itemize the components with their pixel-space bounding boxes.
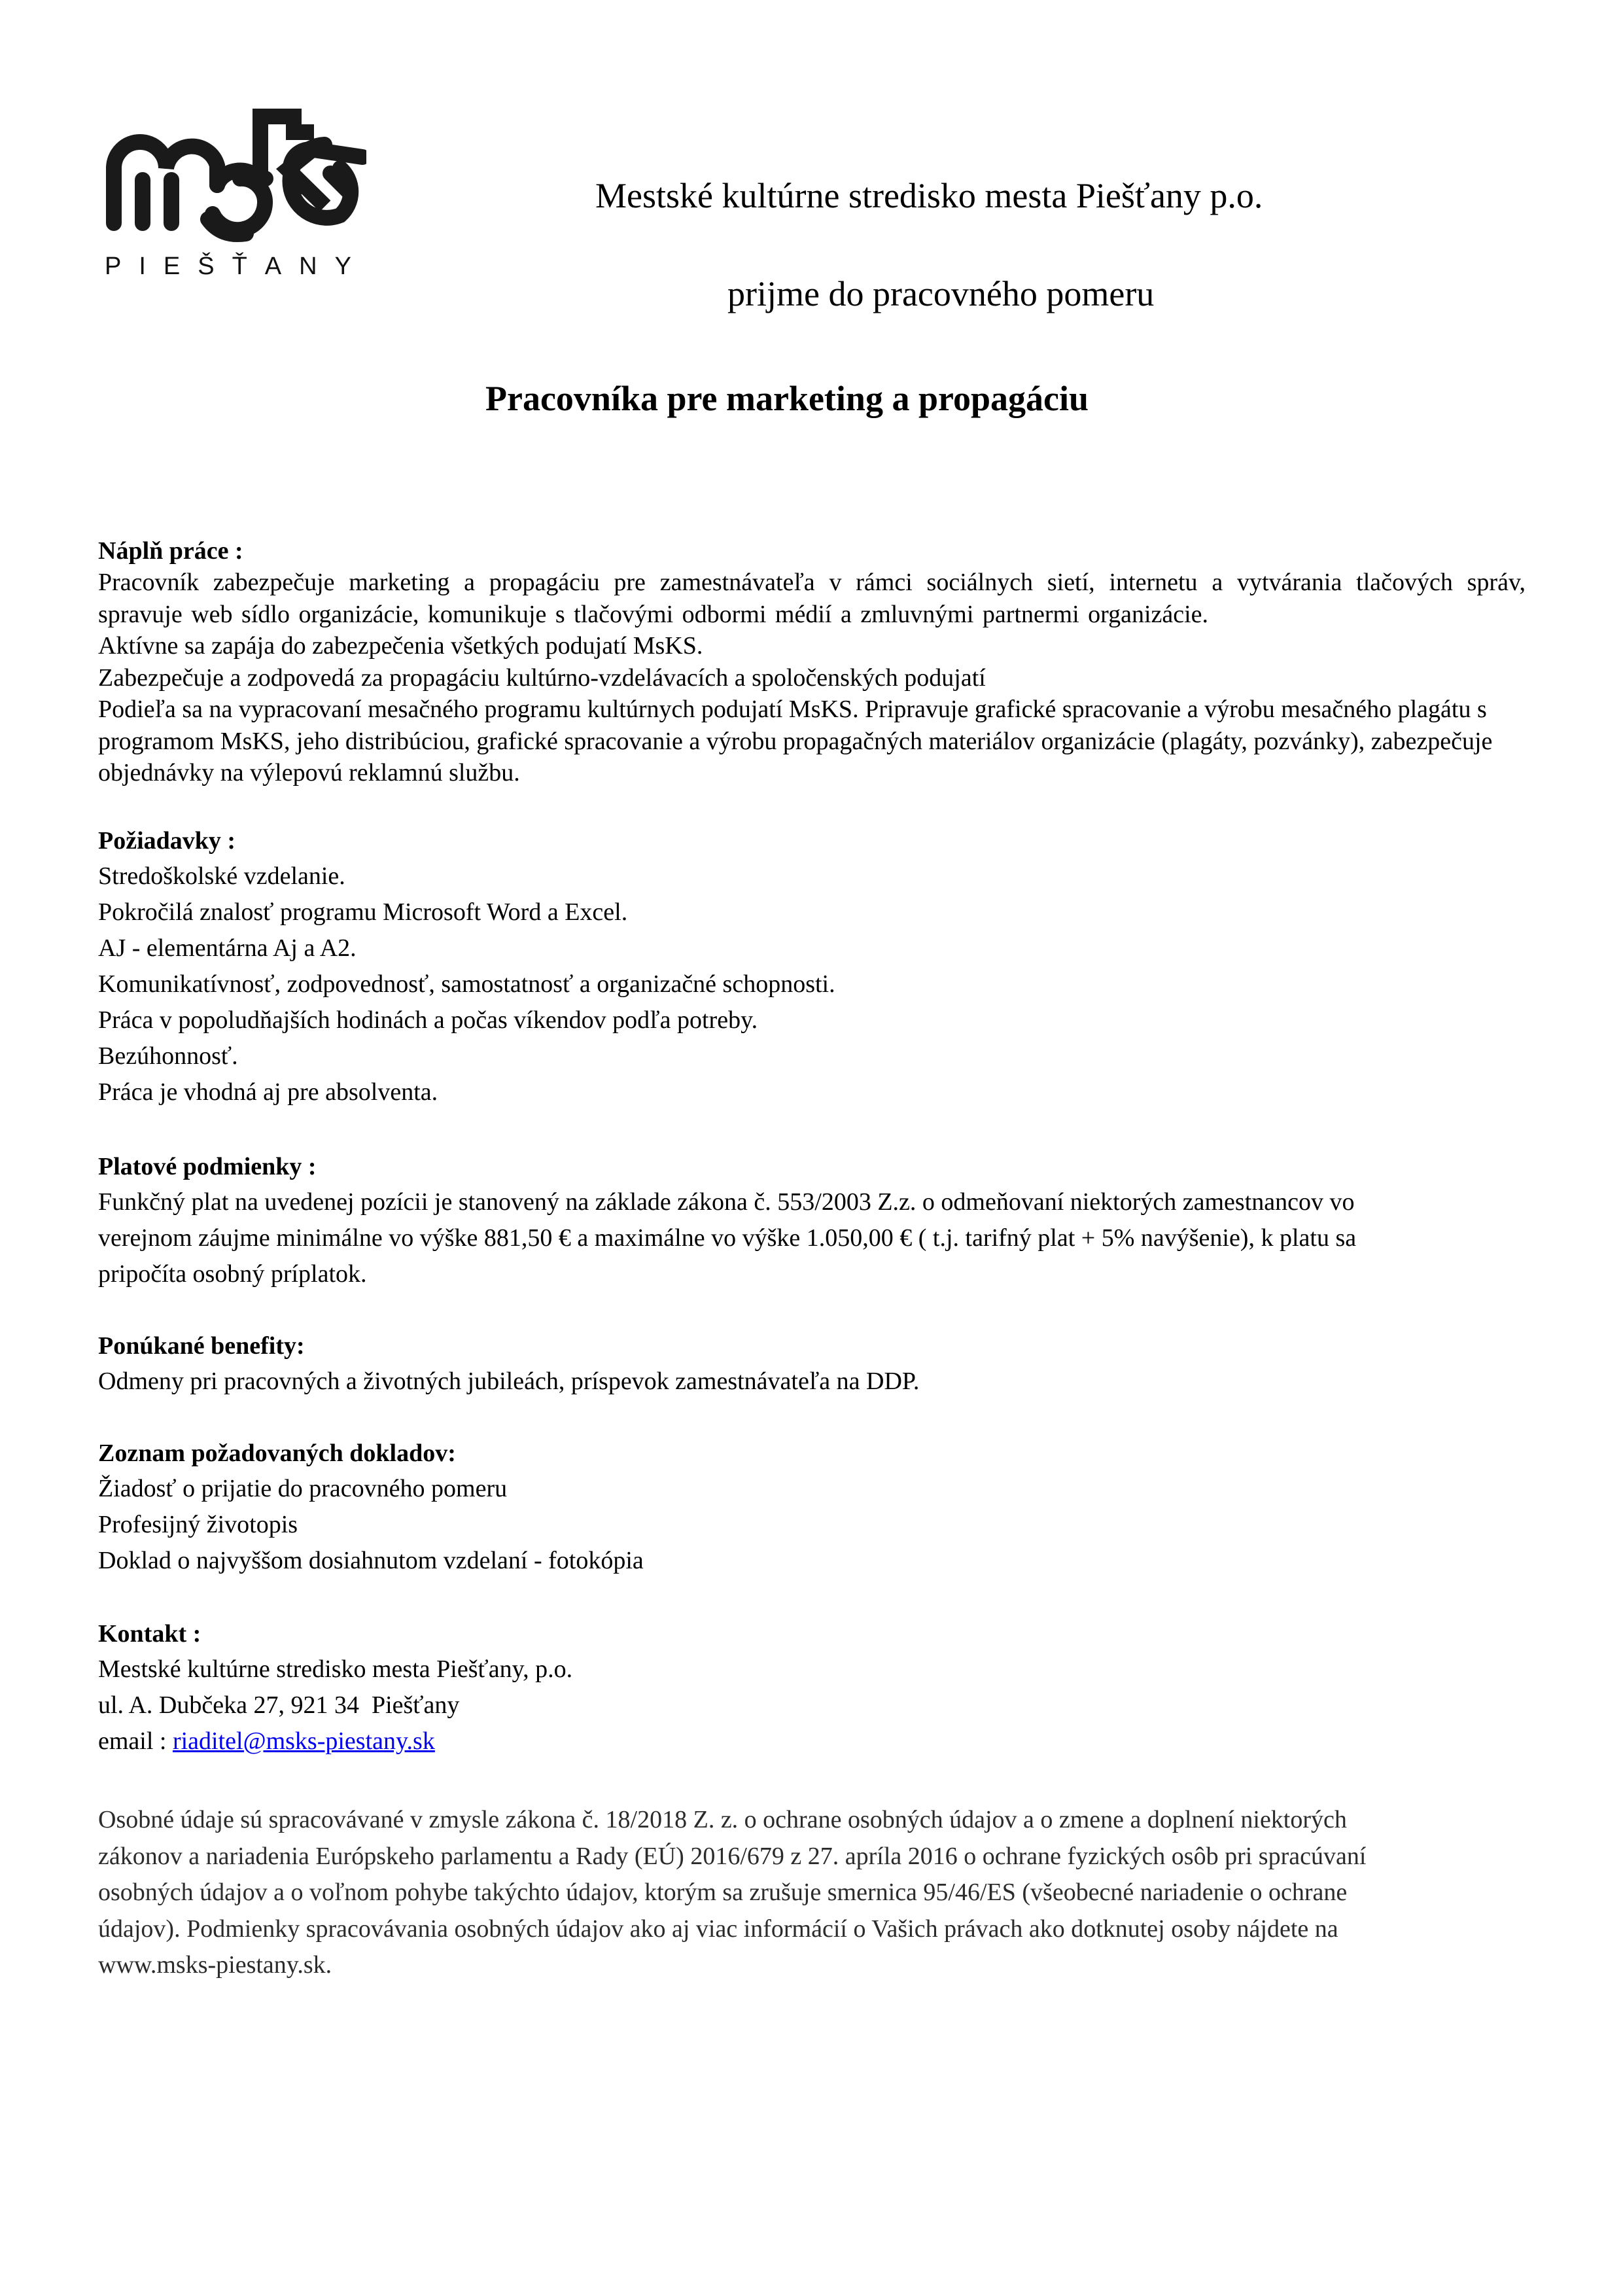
benefits-text: Odmeny pri pracovných a životných jubileách, príspevok zamestnávateľa na DDP. [98,1368,920,1395]
salary-line: pripočíta osobný príplatok. [98,1260,367,1288]
duties-paragraph-2: Podieľa sa na vypracovaní mesačného programu kultúrnych podujatí MsKS. Pripravuje grafické spracovanie a výrobu mesačného plagátu s programom MsKS, jeho distribúciou, grafické spracovanie a výrobu propagačných materiálov organizácie (plagáty, pozvánky), zabezpečuje objednávky na výlepovú reklamnú službu. [98,696,1493,786]
contact-address: ul. A. Dubčeka 27, 921 34 Piešťany [98,1691,460,1719]
section-documents [98,1436,1526,1579]
document-item: Žiadosť o prijatie do pracovného pomeru [98,1475,508,1502]
email-link[interactable]: riaditel@msks-piestany.sk [172,1727,435,1755]
section-salary [98,1149,1526,1292]
duties-heading: Náplň práce : [98,537,243,565]
requirement-item: Pokročilá znalosť programu Microsoft Word a Excel. [98,898,628,926]
contact-organization: Mestské kultúrne stredisko mesta Piešťany, p.o. [98,1655,573,1683]
privacy-line: www.msks-piestany.sk. [98,1951,332,1979]
duties-line: Zabezpečuje a zodpovedá za propagáciu kultúrno-vzdelávacích a spoločenských podujatí [98,663,986,692]
privacy-notice [98,1802,1526,1984]
requirement-item: Práca je vhodná aj pre absolventa. [98,1078,438,1106]
privacy-line: osobných údajov a o voľnom pohybe takýchto údajov, ktorým sa zrušuje smernica 95/46/ES (všeobecné nariadenie o ochrane [98,1879,1348,1906]
document-item: Profesijný životopis [98,1511,298,1538]
contact-heading: Kontakt : [98,1620,201,1648]
requirements-heading: Požiadavky : [98,827,236,855]
position-title: Pracovníka pre marketing a propagáciu [485,379,1089,418]
requirement-item: Komunikatívnosť, zodpovednosť, samostatnosť a organizačné schopnosti. [98,970,835,998]
section-duties [98,535,1526,789]
documents-heading: Zoznam požadovaných dokladov: [98,1439,456,1467]
email-label: email : [98,1727,173,1755]
section-requirements [98,823,1526,1110]
privacy-line: údajov). Podmienky spracovávania osobných údajov ako aj viac informácií o Vašich právach ako dotknutej osoby nájdete na [98,1915,1338,1943]
benefits-heading: Ponúkané benefity: [98,1332,305,1360]
requirement-item: AJ - elementárna Aj a A2. [98,934,357,962]
section-benefits [98,1328,1526,1400]
privacy-line: zákonov a nariadenia Európskeho parlamentu a Rady (EÚ) 2016/679 z 27. apríla 2016 o ochrane fyzických osôb pri spracúvaní [98,1842,1367,1870]
duties-paragraph: Pracovník zabezpečuje marketing a propagáciu pre zamestnávateľa v rámci sociálnych sietí, internetu a vytvárania tlačových správ, spravuje web sídlo organizácie, komunikuje s tlačovými odbormi médií a zmluvnými partnermi organizácie. [98,569,1526,628]
organization-name: Mestské kultúrne stredisko mesta Piešťany p.o. [595,176,1263,215]
msks-logo [105,108,369,291]
salary-heading: Platové podmienky : [98,1153,317,1180]
contact-email-row [98,1723,1526,1759]
section-contact [98,1616,1526,1759]
document-item: Doklad o najvyššom dosiahnutom vzdelaní - fotokópia [98,1547,644,1574]
duties-line: Aktívne sa zapája do zabezpečenia všetkých podujatí MsKS. [98,632,703,660]
msks-logo-mark [105,108,366,249]
requirement-item: Stredoškolské vzdelanie. [98,862,345,890]
salary-line: Funkčný plat na uvedenej pozícii je stanovený na základe zákona č. 553/2003 Z.z. o odmeňovaní niektorých zamestnancov vo [98,1188,1355,1216]
logo-city-name: PIEŠŤANY [105,253,369,280]
salary-line: verejnom záujme minimálne vo výške 881,50 € a maximálne vo výške 1.050,00 € ( t.j. tarifný plat + 5% navýšenie), k platu sa [98,1224,1357,1252]
privacy-line: Osobné údaje sú spracovávané v zmysle zákona č. 18/2018 Z. z. o ochrane osobných údajov a o zmene a doplnení niektorých [98,1806,1347,1833]
requirement-item: Bezúhonnosť. [98,1042,238,1070]
requirement-item: Práca v popoludňajších hodinách a počas víkendov podľa potreby. [98,1006,758,1034]
header-subtitle: prijme do pracovného pomeru [727,274,1155,313]
